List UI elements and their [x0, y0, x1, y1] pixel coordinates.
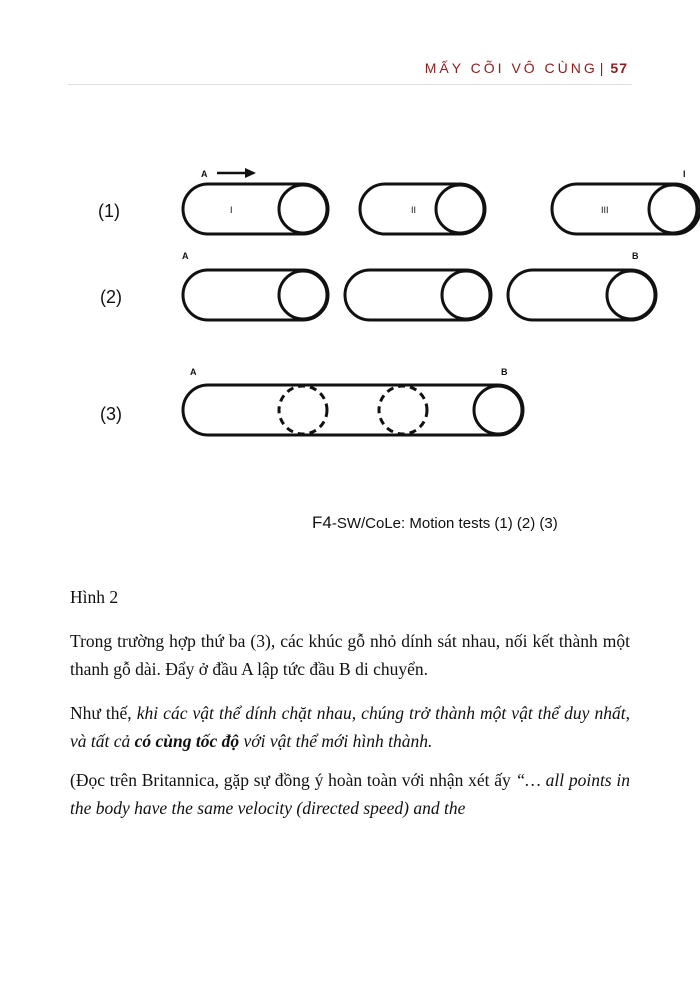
- figure-caption: [312, 513, 558, 533]
- caption-text: -SW/CoLe: Motion tests (1) (2) (3): [331, 515, 558, 532]
- log-2-row-2-end: [442, 271, 490, 319]
- paragraph-2-lead: Như thế,: [70, 703, 137, 723]
- paragraph-3: [70, 766, 630, 822]
- log-3-row-2: [508, 270, 656, 320]
- log-1-row-1-end: [279, 185, 327, 233]
- log-2-row-2: [345, 270, 491, 320]
- row-label-2: (2): [100, 287, 122, 307]
- roman-label-i: I: [230, 205, 233, 215]
- roman-label-iii: III: [601, 205, 609, 215]
- log-3-row-1: [552, 184, 700, 234]
- long-log-row-3-end: [474, 386, 522, 434]
- paragraph-3-quote: “… all points in the body have the same velocity (directed speed) and the: [70, 770, 630, 818]
- point-b-row-3: B: [501, 367, 508, 377]
- roman-label-ii: II: [411, 205, 417, 215]
- long-log-row-3: [183, 385, 523, 435]
- point-a-row-1: A: [201, 169, 208, 179]
- log-2-row-1-end: [436, 185, 484, 233]
- paragraph-2-italic: khi các vật thể dính chặt nhau, chúng trở thành một vật thể duy nhất, và tất cả: [70, 703, 630, 751]
- paragraph-2: [70, 699, 630, 755]
- point-a-row-2: A: [182, 251, 189, 261]
- header-separator: |: [599, 60, 607, 76]
- log-1-row-1: [183, 184, 328, 234]
- running-title: MẤY CÕI VÔ CÙNG: [424, 60, 598, 76]
- log-3-row-2-end: [607, 271, 655, 319]
- caption-prefix: F4: [312, 513, 332, 532]
- row-label-3: (3): [100, 404, 122, 424]
- log-2-row-1: [360, 184, 485, 234]
- log-3-row-1-end: [649, 185, 697, 233]
- point-b-row-1: I: [683, 169, 686, 179]
- figure-heading: Hình 2: [70, 587, 119, 607]
- push-arrow-head: [245, 168, 256, 178]
- log-1-row-2: [183, 270, 328, 320]
- point-b-row-2: B: [632, 251, 639, 261]
- point-a-row-3: A: [190, 367, 197, 377]
- paragraph-2-bold-italic: có cùng tốc độ: [134, 731, 240, 751]
- joint-1-dashed: [279, 386, 327, 434]
- joint-2-dashed: [379, 386, 427, 434]
- log-1-row-2-end: [279, 271, 327, 319]
- paragraph-3-lead: (Đọc trên Britannica, gặp sự đồng ý hoàn toàn với nhận xét ấy: [70, 770, 516, 790]
- page-number: 57: [610, 60, 628, 76]
- row-label-1: (1): [98, 201, 120, 221]
- paragraph-2-italic-end: với vật thể mới hình thành.: [239, 731, 433, 751]
- paragraph-1: Trong trường hợp thứ ba (3), các khúc gỗ nhỏ dính sát nhau, nối kết thành một thanh gỗ dài. Đẩy ở đầu A lập tức đầu B di chuyển.: [70, 631, 630, 679]
